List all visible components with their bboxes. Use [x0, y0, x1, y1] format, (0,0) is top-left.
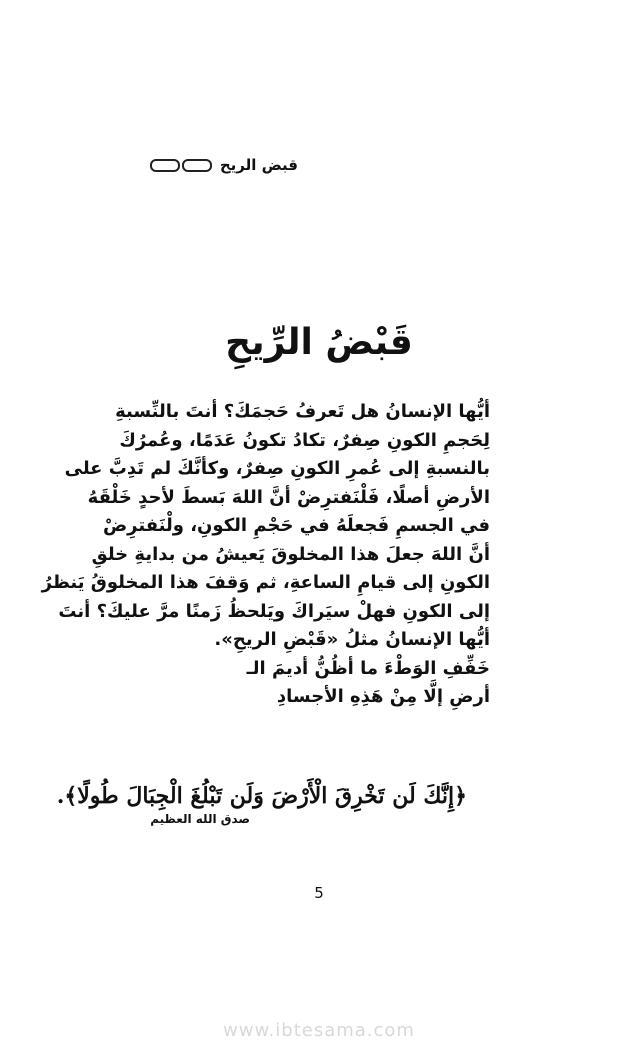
verse-attribution: صدق الله العظيم — [150, 812, 250, 826]
header-ornament-box — [150, 159, 180, 172]
text-line: في الجسمِ فَجعلَهُ في حَجْمِ الكونِ، ولْنَفترِضْ — [102, 515, 490, 536]
running-header — [128, 150, 298, 180]
poem-line: أرضِ إلَّا مِنْ هَذِهِ الأجسادِ — [276, 686, 490, 707]
chapter-title: قَبْضُ الرِّيحِ — [225, 322, 413, 363]
text-line: لِحَجمِ الكونِ صِفرٌ، تكادُ تكونُ عَدَمًا، وعُمرُكَ — [119, 429, 490, 451]
body-text — [41, 398, 490, 712]
text-line: أيُّها الإنسانُ هل تَعرفُ حَجمَكَ؟ أنتَ بالنِّسبةِ — [115, 401, 490, 422]
header-title: قبض الريح — [219, 156, 298, 174]
text-line: أنَّ اللهَ جعلَ هذا المخلوقَ يَعيشُ من بدايةِ خلقِ — [91, 543, 490, 565]
text-line: إلى الكونِ فهلْ سيَراكَ ويَلحظُ زَمنًا مرَّ عليكَ؟ أنتَ — [58, 600, 490, 622]
text-line: الكونِ إلى قيامِ الساعةِ، ثم وَقفَ هذا المخلوقُ يَنظرُ — [41, 572, 490, 593]
text-line: الأرضِ أصلًا، فَلْنَفترِضْ أنَّ اللهَ بَسطَ لأحدٍ خَلْقَهُ — [87, 486, 490, 508]
text-line: بالنسبةِ إلى عُمرِ الكونِ صِفرٌ، وكأنَّكَ لم تَدِبَّ على — [64, 458, 490, 479]
header-ornament-box — [182, 159, 212, 172]
page-number: 5 — [314, 884, 324, 902]
text-line: أيُّها الإنسانُ مثلُ «قَبْضِ الريحِ». — [214, 629, 490, 650]
poem-line: خَفِّفِ الوَطْءَ ما أظُنُّ أديمَ الـ — [246, 657, 490, 679]
watermark: www.ibtesama.com — [223, 1020, 415, 1041]
quran-verse: ﴿إِنَّكَ لَن تَخْرِقَ الْأَرْضَ وَلَن تَبْلُغَ الْجِبَالَ طُولًا﴾. — [56, 783, 467, 809]
header-ornament — [150, 159, 212, 172]
